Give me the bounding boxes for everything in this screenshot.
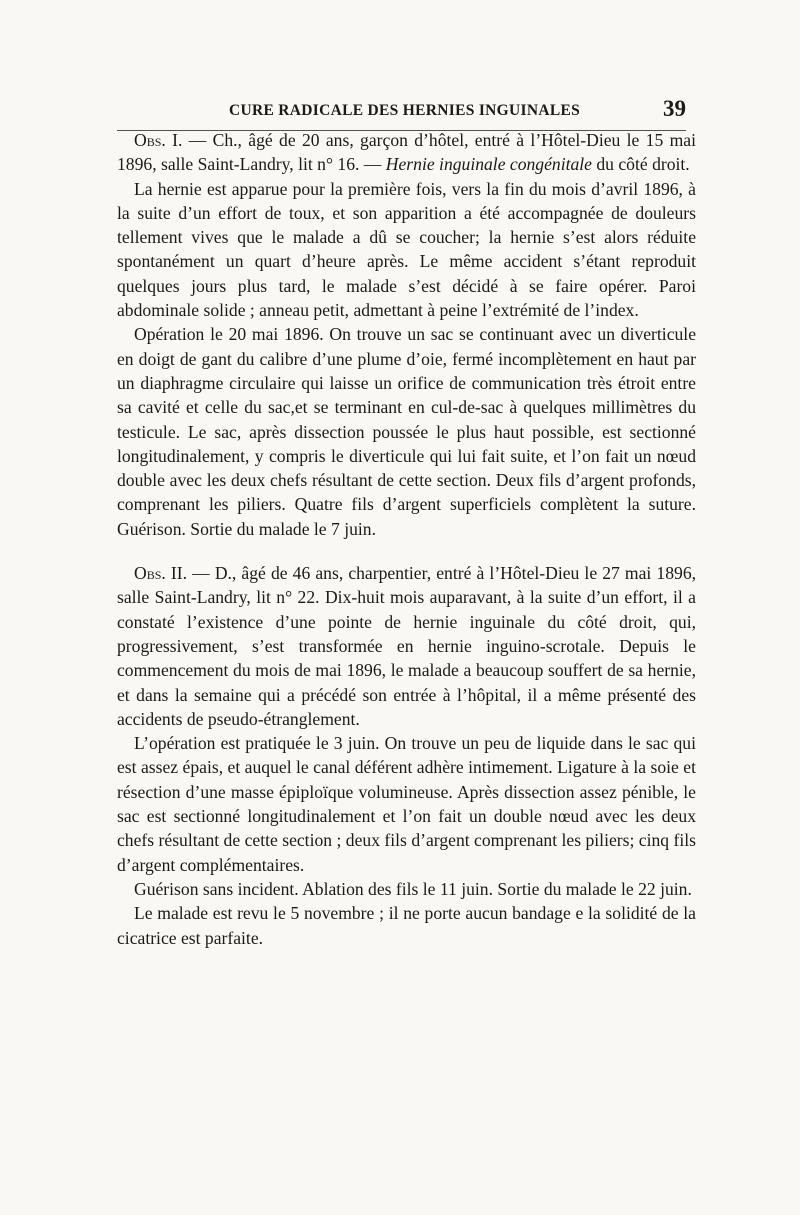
obs2-label: Obs. II. <box>134 563 188 584</box>
running-title: CURE RADICALE DES HERNIES INGUINALES <box>229 102 581 119</box>
obs2-followup-paragraph: Le malade est revu le 5 novembre ; il ne porte aucun bandage e la solidité de la cicatrice est parfaite. <box>117 903 696 948</box>
observation-2 <box>117 561 696 950</box>
obs1-diagnosis: Hernie inguinale congénitale <box>385 154 592 175</box>
obs2-operation-paragraph: L’opération est pratiquée le 3 juin. On trouve un peu de liquide dans le sac qui est assez épais, et auquel le canal déférent adhère intimement. Ligature à la soie et résection d’une masse épiploïque volumineuse. Après dissection assez pénible, le sac est sectionné longitudinalement et l’on fait un double nœud avec les deux chefs résultant de cette section ; deux fils d’argent comprenant les piliers; cinq fils d’argent complémentaires. <box>117 733 696 875</box>
page-number: 39 <box>663 96 686 121</box>
page-header <box>117 96 686 131</box>
obs1-intro-paragraph <box>117 128 696 177</box>
obs2-intro-paragraph <box>117 561 696 731</box>
page-body <box>117 128 696 950</box>
obs2-outcome-paragraph: Guérison sans incident. Ablation des fils le 11 juin. Sortie du malade le 22 juin. <box>134 878 692 899</box>
obs1-label: Obs. I. <box>134 130 183 150</box>
observation-1 <box>117 128 696 541</box>
obs1-diagnosis-tail: du côté droit. <box>591 154 690 175</box>
obs1-operation-paragraph: Opération le 20 mai 1896. On trouve un sac se continuant avec un diverticule en doigt de gant du calibre d’une plume d’oie, fermé incomplètement en haut par un diaphragme circulaire qui laisse un orifice de communication très étroit entre sa cavité et celle du sac,et se terminant en cul-de-sac à quelques millimètres du testicule. Le sac, après dissection poussée le plus haut possible, est sectionné longitudinalement, y compris le diverticule qui lui fait suite, et l’on fait un nœud double avec les deux chefs résultant de cette section. Deux fils d’argent profonds, comprenant les piliers. Quatre fils d’argent superficiels complètent la suture. Guérison. Sortie du malade le 7 juin. <box>117 324 696 539</box>
obs2-intro: — D., âgé de 46 ans, charpentier, entré à l’Hôtel-Dieu le 27 mai 1896, salle Saint-Landry, lit n° 22. Dix-huit mois auparavant, à la suite d’un effort, il a constaté l’existence d’une pointe de hernie inguinale du côté droit, qui, progressivement, s’est transformée en hernie inguino-scrotale. Depuis le commencement du mois de mai 1896, le malade a beaucoup souffert de sa hernie, et dans la semaine qui a précédé son entrée à l’hôpital, il a même présenté des accidents de pseudo-étranglement. <box>117 563 697 729</box>
obs1-history-paragraph: La hernie est apparue pour la première fois, vers la fin du mois d’avril 1896, à la suite d’un effort de toux, et son apparition a été accompagnée de douleurs tellement vives que le malade a dû se coucher; la hernie s’est alors réduite spontanément un quart d’heure après. Le même accident s’étant reproduit quelques jours plus tard, le malade s’est décidé à se faire opérer. Paroi abdominale solide ; anneau petit, admettant à peine l’extrémité de l’index. <box>117 178 696 321</box>
obs1-intro: — Ch., âgé de 20 ans, garçon d’hôtel, entré à l’Hôtel-Dieu le 15 mai 1896, salle Saint-Landry, lit n° 16. — <box>117 130 696 175</box>
